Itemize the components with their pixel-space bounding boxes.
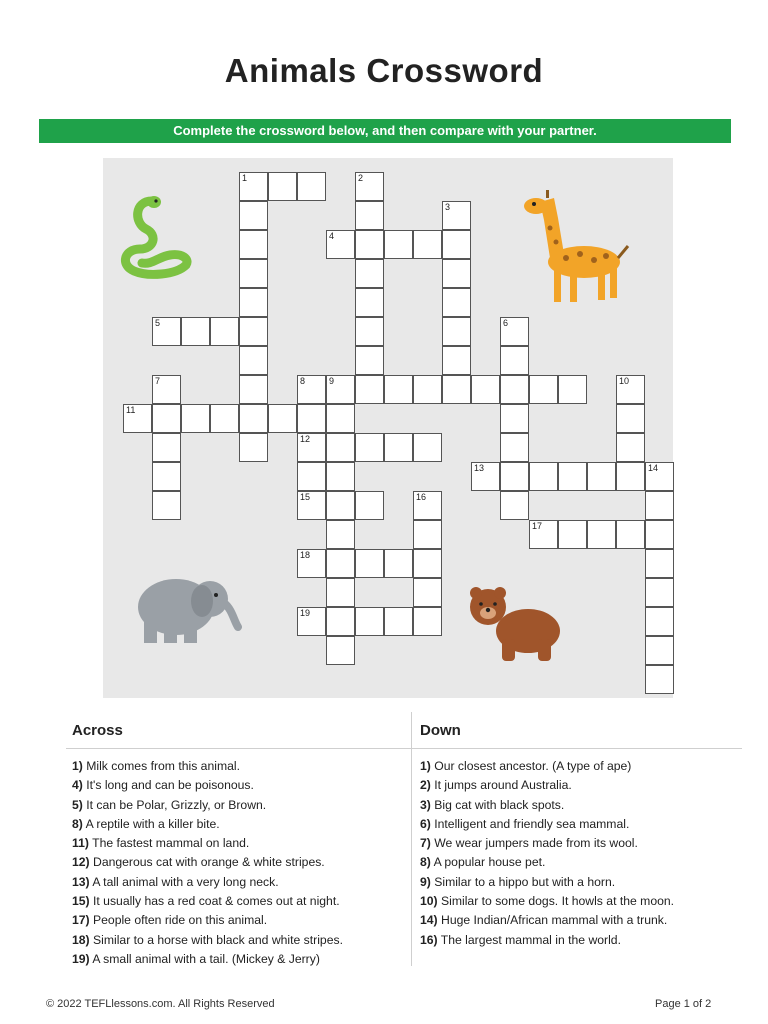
crossword-cell[interactable]	[645, 491, 674, 520]
crossword-cell[interactable]	[558, 520, 587, 549]
crossword-cell[interactable]	[268, 404, 297, 433]
clue-item: 4) It's long and can be poisonous.	[72, 778, 254, 793]
clue-number-label: 2	[358, 173, 364, 183]
giraffe-icon	[520, 188, 632, 308]
crossword-cell[interactable]	[355, 317, 384, 346]
clue-item: 5) It can be Polar, Grizzly, or Brown.	[72, 797, 267, 812]
bear-icon	[466, 585, 564, 665]
crossword-cell[interactable]	[239, 433, 268, 462]
crossword-cell[interactable]	[355, 549, 384, 578]
crossword-cell[interactable]	[413, 230, 442, 259]
clue-number-label: 7	[155, 376, 161, 386]
crossword-cell[interactable]	[413, 375, 442, 404]
crossword-cell[interactable]	[413, 549, 442, 578]
crossword-cell[interactable]	[645, 549, 674, 578]
clue-number-label: 6	[503, 318, 509, 328]
crossword-cell[interactable]	[268, 172, 297, 201]
crossword-cell[interactable]	[442, 230, 471, 259]
clue-item: 1) Our closest ancestor. (A type of ape)	[420, 759, 632, 773]
crossword-cell[interactable]	[297, 462, 326, 491]
clue-item: 17) People often ride on this animal.	[72, 913, 268, 928]
crossword-cell[interactable]	[529, 462, 558, 491]
crossword-cell[interactable]	[442, 288, 471, 317]
crossword-cell[interactable]	[355, 288, 384, 317]
crossword-cell[interactable]	[500, 491, 529, 520]
clue-item: 2) It jumps around Australia.	[420, 778, 572, 793]
clue-number-label: 18	[300, 550, 311, 560]
clue-divider	[66, 748, 742, 749]
crossword-cell[interactable]	[471, 375, 500, 404]
clue-number-label: 17	[532, 521, 543, 531]
crossword-cell[interactable]	[413, 607, 442, 636]
down-clue-list	[420, 757, 674, 950]
crossword-cell[interactable]	[616, 433, 645, 462]
clue-number-label: 12	[300, 434, 311, 444]
clue-number-label: 10	[619, 376, 630, 386]
crossword-cell[interactable]	[326, 520, 355, 549]
crossword-cell[interactable]	[355, 433, 384, 462]
crossword-cell[interactable]	[442, 346, 471, 375]
crossword-cell[interactable]	[297, 172, 326, 201]
clue-item: 6) Intelligent and friendly sea mammal.	[420, 816, 630, 831]
crossword-cell[interactable]	[587, 462, 616, 491]
clue-item: 15) It usually has a red coat & comes out at night.	[72, 894, 340, 909]
clue-item: 19) A small animal with a tail. (Mickey & Jerry)	[72, 951, 320, 966]
crossword-cell[interactable]	[500, 375, 529, 404]
clue-item: 14) Huge Indian/African mammal with a trunk.	[420, 913, 668, 928]
crossword-cell[interactable]	[210, 317, 239, 346]
crossword-cell[interactable]	[152, 433, 181, 462]
clue-number-label: 15	[300, 492, 311, 502]
clue-number-label: 5	[155, 318, 161, 328]
clue-item: 16) The largest mammal in the world.	[420, 932, 621, 947]
crossword-cell[interactable]	[558, 375, 587, 404]
clue-item: 18) Similar to a horse with black and white stripes.	[72, 932, 343, 947]
page-title: Animals Crossword	[224, 52, 544, 89]
crossword-cell[interactable]	[442, 375, 471, 404]
clue-number-label: 13	[474, 463, 485, 473]
crossword-cell[interactable]	[181, 404, 210, 433]
clue-number-label: 19	[300, 608, 311, 618]
crossword-cell[interactable]	[413, 520, 442, 549]
clue-item: 1) Milk comes from this animal.	[72, 759, 240, 773]
clue-number-label: 14	[648, 463, 659, 473]
crossword-cell[interactable]	[326, 636, 355, 665]
crossword-cell[interactable]	[355, 201, 384, 230]
crossword-cell[interactable]	[239, 259, 268, 288]
crossword-cell[interactable]	[384, 607, 413, 636]
crossword-cell[interactable]	[384, 230, 413, 259]
crossword-cell[interactable]	[645, 607, 674, 636]
crossword-cell[interactable]	[355, 230, 384, 259]
crossword-cell[interactable]	[326, 404, 355, 433]
crossword-cell[interactable]	[384, 549, 413, 578]
clue-number-label: 4	[329, 231, 335, 241]
crossword-cell[interactable]	[413, 433, 442, 462]
clue-item: 7) We wear jumpers made from its wool.	[420, 836, 638, 851]
clue-item: 8) A popular house pet.	[420, 855, 546, 870]
down-heading: Down	[420, 722, 461, 739]
instruction-banner: Complete the crossword below, and then compare with your partner.	[39, 119, 731, 143]
crossword-cell[interactable]	[645, 636, 674, 665]
clue-item: 9) Similar to a hippo but with a horn.	[420, 874, 616, 889]
clue-number-label: 8	[300, 376, 306, 386]
crossword-cell[interactable]	[384, 433, 413, 462]
crossword-cell[interactable]	[384, 375, 413, 404]
crossword-cell[interactable]	[355, 375, 384, 404]
crossword-cell[interactable]	[616, 462, 645, 491]
crossword-cell[interactable]	[442, 259, 471, 288]
crossword-cell[interactable]	[326, 549, 355, 578]
elephant-icon	[130, 565, 242, 647]
snake-icon	[112, 193, 196, 283]
crossword-cell[interactable]	[326, 491, 355, 520]
crossword-cell[interactable]	[645, 578, 674, 607]
across-clue-list	[72, 757, 343, 969]
copyright-text: © 2022 TEFLlessons.com. All Rights Reserved	[46, 998, 275, 1010]
crossword-cell[interactable]	[210, 404, 239, 433]
clue-number-label: 1	[242, 173, 248, 183]
clue-item: 13) A tall animal with a very long neck.	[72, 874, 279, 889]
crossword-cell[interactable]	[616, 404, 645, 433]
crossword-cell[interactable]	[152, 404, 181, 433]
crossword-cell[interactable]	[239, 317, 268, 346]
clue-item: 8) A reptile with a killer bite.	[72, 816, 220, 831]
crossword-cell[interactable]	[355, 607, 384, 636]
crossword-cell[interactable]	[326, 462, 355, 491]
clue-item: 10) Similar to some dogs. It howls at the moon.	[420, 894, 675, 909]
crossword-cell[interactable]	[355, 259, 384, 288]
crossword-cell[interactable]	[239, 201, 268, 230]
clue-item: 3) Big cat with black spots.	[420, 797, 565, 812]
crossword-cell[interactable]	[326, 578, 355, 607]
crossword-cell[interactable]	[326, 607, 355, 636]
across-heading: Across	[72, 722, 123, 739]
crossword-cell[interactable]	[239, 346, 268, 375]
page-number: Page 1 of 2	[655, 998, 712, 1010]
clue-number-label: 11	[126, 405, 136, 415]
crossword-cell[interactable]	[645, 665, 674, 694]
crossword-cell[interactable]	[616, 520, 645, 549]
crossword-cell[interactable]	[413, 578, 442, 607]
crossword-cell[interactable]	[500, 404, 529, 433]
crossword-cell[interactable]	[239, 230, 268, 259]
crossword-cell[interactable]	[152, 491, 181, 520]
clue-number-label: 16	[416, 492, 427, 502]
crossword-cell[interactable]	[500, 433, 529, 462]
column-divider	[411, 712, 412, 966]
crossword-cell[interactable]	[239, 375, 268, 404]
clue-number-label: 3	[445, 202, 451, 212]
crossword-cell[interactable]	[355, 491, 384, 520]
crossword-cell[interactable]	[442, 317, 471, 346]
crossword-cell[interactable]	[355, 346, 384, 375]
crossword-cell[interactable]	[239, 288, 268, 317]
crossword-cell[interactable]	[326, 433, 355, 462]
crossword-cell[interactable]	[587, 520, 616, 549]
crossword-cell[interactable]	[558, 462, 587, 491]
clue-number-label: 9	[329, 376, 335, 386]
clue-item: 11) The fastest mammal on land.	[72, 836, 250, 851]
crossword-cell[interactable]	[645, 520, 674, 549]
crossword-cell[interactable]	[529, 375, 558, 404]
crossword-cell[interactable]	[500, 346, 529, 375]
crossword-cell[interactable]	[152, 462, 181, 491]
crossword-cell[interactable]	[500, 462, 529, 491]
crossword-cell[interactable]	[181, 317, 210, 346]
clue-item: 12) Dangerous cat with orange & white stripes.	[72, 855, 325, 870]
crossword-cell[interactable]	[297, 404, 326, 433]
crossword-cell[interactable]	[239, 404, 268, 433]
